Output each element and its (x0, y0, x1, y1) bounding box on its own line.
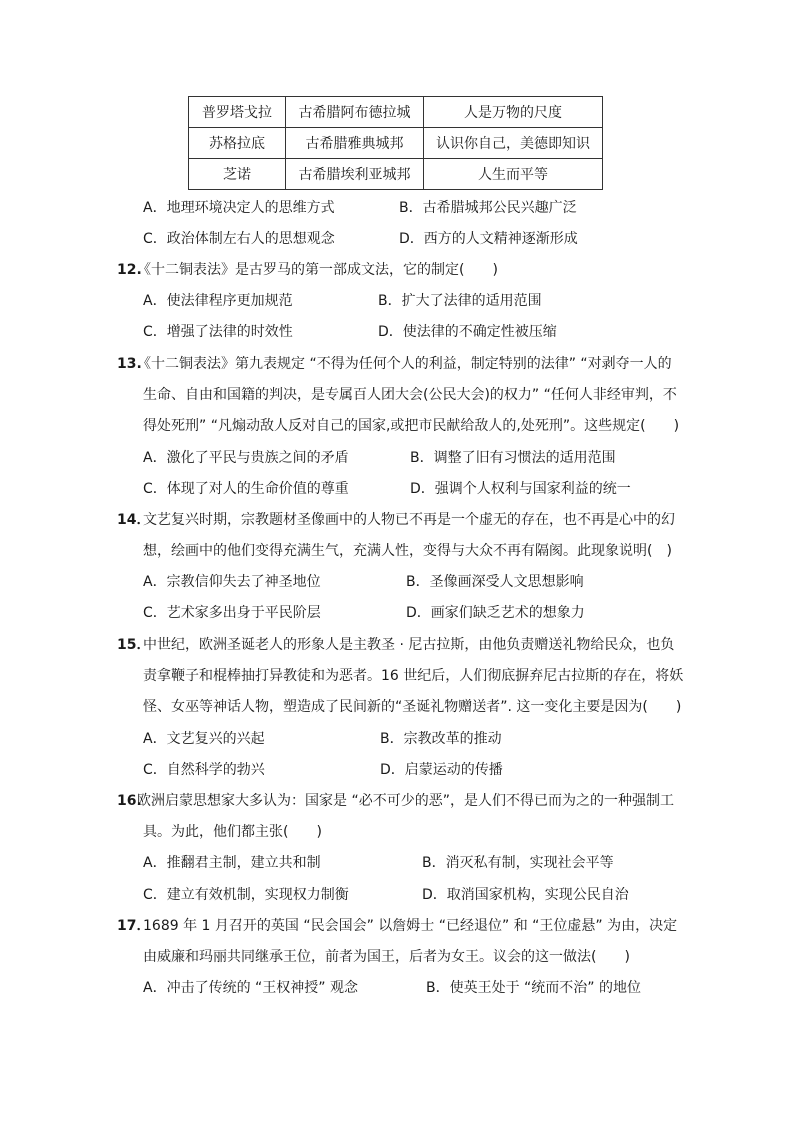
q15-number: 15． (117, 637, 151, 653)
q13-number: 13. (117, 356, 142, 372)
q16-stem-line-2: 具。为此，他们都主张( ) (143, 824, 322, 840)
q12-number: 12. (117, 262, 142, 278)
q15-option-d: D．启蒙运动的传播 (380, 762, 503, 778)
q13-option-b: B．调整了旧有习惯法的适用范围 (410, 450, 616, 466)
q14-option-d: D．画家们缺乏艺术的想象力 (406, 605, 585, 621)
q17-stem-line-1: 1689 年 1 月召开的英国 “民会国会” 以詹姆士 “已经退位” 和 “王位虚悬” 为由，决定 (143, 918, 678, 934)
q13-stem-line-2: 生命、自由和国籍的判决，是专属百人团大会(公民大会)的权力” “任何人非经审判，不 (143, 387, 677, 403)
q17-number: 17． (117, 918, 151, 934)
q14-stem-line-2: 想，绘画中的他们变得充满生气，充满人性，变得与大众不再有隔阂。此现象说明( ) (143, 543, 672, 559)
q16-option-d: D．取消国家机构，实现公民自治 (422, 887, 629, 903)
thinkers-table (188, 96, 603, 190)
q12-option-c: C．增强了法律的时效性 (143, 324, 293, 340)
q12-option-a: A．使法律程序更加规范 (143, 293, 293, 309)
q12-option-b: B．扩大了法律的适用范围 (378, 293, 542, 309)
table-cell: 普罗塔戈拉 (189, 97, 286, 128)
q17-option-b: B．使英王处于 “统而不治” 的地位 (426, 980, 642, 996)
table-row (189, 159, 603, 190)
q15-stem-line-2: 责拿鞭子和棍棒抽打异教徒和为恶者。16 世纪后，人们彻底摒弃尼古拉斯的存在，将妖 (143, 668, 684, 684)
q13-stem-line-3: 得处死刑” “凡煽动敌人反对自己的国家,或把市民献给敌人的,处死刑”。这些规定( ) (143, 418, 680, 434)
q16-option-c: C．建立有效机制，实现权力制衡 (143, 887, 349, 903)
table-row (189, 97, 603, 128)
q15-option-c: C．自然科学的勃兴 (143, 762, 265, 778)
q11-option-c: C．政治体制左右人的思想观念 (143, 231, 335, 247)
q14-option-a: A．宗教信仰失去了神圣地位 (143, 574, 321, 590)
q11-option-d: D．西方的人文精神逐渐形成 (399, 231, 578, 247)
q12-option-d: D．使法律的不确定性被压缩 (378, 324, 557, 340)
q13-stem-line-1: 《十二铜表法》第九表规定 “不得为任何个人的利益，制定特别的法律” “对剥夺一人的 (137, 356, 672, 372)
q16-option-a: A．推翻君主制，建立共和制 (143, 855, 321, 871)
table-cell: 人是万物的尺度 (424, 97, 603, 128)
table-cell: 人生而平等 (424, 159, 603, 190)
q15-option-b: B．宗教改革的推动 (380, 731, 502, 747)
q16-stem-line-1: 欧洲启蒙思想家大多认为：国家是 “必不可少的恶”，是人们不得已而为之的一种强制工 (137, 793, 674, 809)
q11-option-a: A．地理环境决定人的思维方式 (143, 200, 335, 216)
q17-stem-line-2: 由威廉和玛丽共同继承王位，前者为国王，后者为女王。议会的这一做法( ) (143, 949, 630, 965)
q14-number: 14． (117, 512, 151, 528)
q16-number: 16. (117, 793, 142, 809)
q14-option-b: B．圣像画深受人文思想影响 (406, 574, 584, 590)
table-cell: 古希腊雅典城邦 (286, 128, 424, 159)
q11-option-b: B．古希腊城邦公民兴趣广泛 (399, 200, 577, 216)
q13-option-c: C．体现了对人的生命价值的尊重 (143, 481, 349, 497)
q12-stem: 《十二铜表法》是古罗马的第一部成文法，它的制定( ) (137, 262, 498, 278)
table-cell: 苏格拉底 (189, 128, 286, 159)
q17-option-a: A．冲击了传统的 “王权神授” 观念 (143, 980, 358, 996)
table-cell: 古希腊埃利亚城邦 (286, 159, 424, 190)
q14-option-c: C．艺术家多出身于平民阶层 (143, 605, 321, 621)
q14-stem-line-1: 文艺复兴时期，宗教题材圣像画中的人物已不再是一个虚无的存在，也不再是心中的幻 (143, 512, 675, 528)
q15-stem-line-3: 怪、女巫等神话人物，塑造成了民间新的“圣诞礼物赠送者”. 这一变化主要是因为( ) (143, 699, 682, 715)
table-cell: 认识你自己，美德即知识 (424, 128, 603, 159)
q15-stem-line-1: 中世纪，欧洲圣诞老人的形象人是主教圣 · 尼古拉斯，由他负责赠送礼物给民众，也负 (143, 637, 675, 653)
q13-option-d: D．强调个人权利与国家利益的统一 (410, 481, 631, 497)
q16-option-b: B．消灭私有制，实现社会平等 (422, 855, 614, 871)
q13-option-a: A．激化了平民与贵族之间的矛盾 (143, 450, 349, 466)
table-row (189, 128, 603, 159)
table-cell: 古希腊阿布德拉城 (286, 97, 424, 128)
table-cell: 芝诺 (189, 159, 286, 190)
q15-option-a: A．文艺复兴的兴起 (143, 731, 265, 747)
